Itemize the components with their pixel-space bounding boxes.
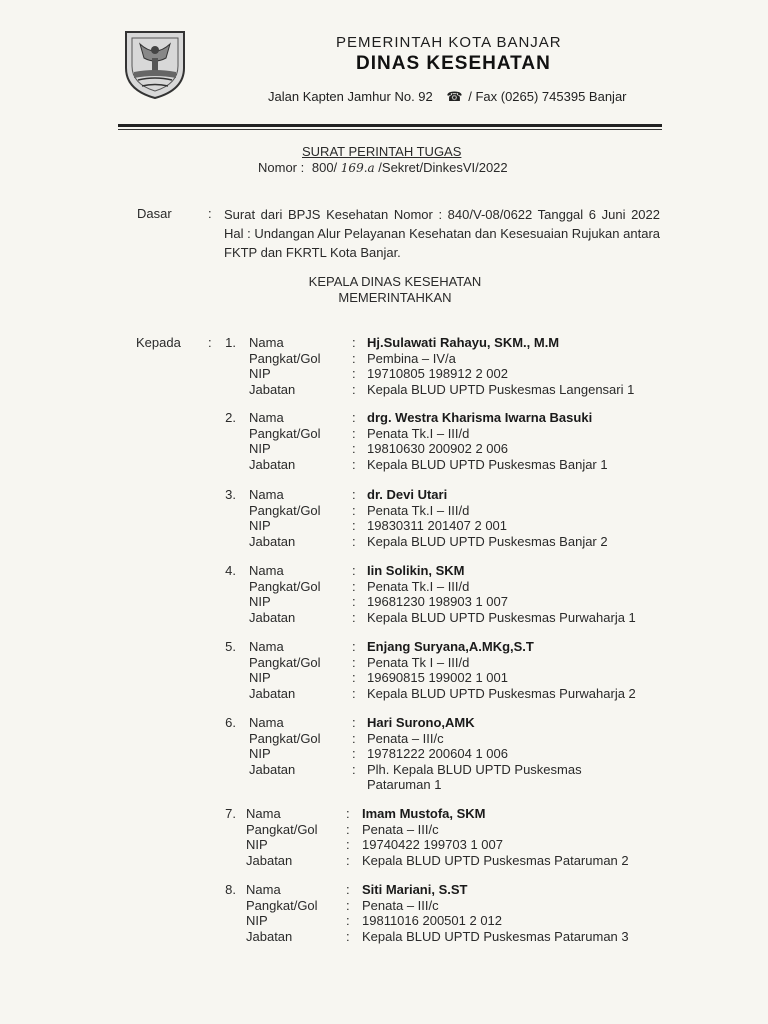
person-jabatan: Kepala BLUD UPTD Puskesmas Langensari 1 xyxy=(367,381,635,397)
kepada-label: Kepada xyxy=(136,335,181,350)
command-line-2: MEMERINTAHKAN xyxy=(338,290,452,305)
person-number: 4. xyxy=(225,563,236,578)
field-colon: : xyxy=(346,913,350,928)
field-colon: : xyxy=(352,518,356,533)
field-label-jabatan: Jabatan xyxy=(246,928,293,944)
field-colon: : xyxy=(352,609,356,625)
person-pangkat: Penata Tk.I – III/d xyxy=(367,425,470,441)
dasar-colon: : xyxy=(208,206,212,221)
person-number: 3. xyxy=(225,487,236,502)
field-label-jabatan: Jabatan xyxy=(249,761,296,777)
field-colon: : xyxy=(352,594,356,609)
field-label-nama: Nama xyxy=(249,715,284,730)
field-colon: : xyxy=(352,761,356,777)
field-label-nama: Nama xyxy=(249,410,284,425)
person-number: 5. xyxy=(225,639,236,654)
field-label-nip: NIP xyxy=(249,366,271,381)
field-colon: : xyxy=(352,381,356,397)
person-nip: 19811016 200501 2 012 xyxy=(362,913,503,928)
person-nama: Imam Mustofa, SKM xyxy=(362,806,486,821)
header-divider xyxy=(118,124,662,127)
field-colon: : xyxy=(352,639,356,654)
person-pangkat: Penata – III/c xyxy=(362,897,439,913)
person-nama: Iin Solikin, SKM xyxy=(367,563,465,578)
field-label-pangkat: Pangkat/Gol xyxy=(249,654,321,670)
address-street: Jalan Kapten Jamhur No. 92 xyxy=(268,89,433,104)
person-jabatan: Kepala BLUD UPTD Puskesmas Pataruman 3 xyxy=(362,928,629,944)
person-nama: Hj.Sulawati Rahayu, SKM., M.M xyxy=(367,335,560,350)
person-jabatan: Plh. Kepala BLUD UPTD Puskesmas xyxy=(367,761,582,777)
person-jabatan: Kepala BLUD UPTD Puskesmas Purwaharja 2 xyxy=(367,685,636,701)
field-colon: : xyxy=(352,563,356,578)
field-label-nama: Nama xyxy=(246,882,281,897)
field-colon: : xyxy=(352,487,356,502)
field-label-nip: NIP xyxy=(249,441,271,456)
nomor-handwritten: 169.a xyxy=(340,161,375,175)
person-nip: 19810630 200902 2 006 xyxy=(367,441,508,456)
person-number: 2. xyxy=(225,410,236,425)
person-nip: 19681230 198903 1 007 xyxy=(367,594,508,609)
field-label-pangkat: Pangkat/Gol xyxy=(249,502,321,518)
person-number: 7. xyxy=(225,806,236,821)
person-nip: 19830311 201407 2 001 xyxy=(367,518,508,533)
person-nama: Hari Surono,AMK xyxy=(367,715,475,730)
organization-name: PEMERINTAH KOTA BANJAR xyxy=(336,34,562,51)
field-colon: : xyxy=(352,685,356,701)
field-label-pangkat: Pangkat/Gol xyxy=(246,821,318,837)
field-colon: : xyxy=(346,928,350,944)
person-number: 8. xyxy=(225,882,236,897)
field-colon: : xyxy=(352,533,356,549)
person-nip: 19740422 199703 1 007 xyxy=(362,837,503,852)
field-label-jabatan: Jabatan xyxy=(249,609,296,625)
field-colon: : xyxy=(352,366,356,381)
person-pangkat: Penata Tk.I – III/d xyxy=(367,502,470,518)
field-colon: : xyxy=(346,837,350,852)
field-colon: : xyxy=(352,578,356,594)
person-pangkat: Penata Tk.I – III/d xyxy=(367,578,470,594)
telephone-icon: ☎ xyxy=(446,89,463,104)
field-label-nip: NIP xyxy=(249,746,271,761)
field-colon: : xyxy=(352,746,356,761)
department-name: DINAS KESEHATAN xyxy=(356,53,551,74)
nomor-suffix: /Sekret/DinkesVI/2022 xyxy=(378,160,508,175)
person-pangkat: Pembina – IV/a xyxy=(367,350,456,366)
field-colon: : xyxy=(352,654,356,670)
field-label-nip: NIP xyxy=(249,670,271,685)
person-pangkat: Penata Tk I – III/d xyxy=(367,654,470,670)
person-nama: dr. Devi Utari xyxy=(367,487,448,502)
person-nama: Siti Mariani, S.ST xyxy=(362,882,468,897)
field-label-jabatan: Jabatan xyxy=(249,533,296,549)
person-number: 6. xyxy=(225,715,236,730)
address-fax: / Fax (0265) 745395 Banjar xyxy=(468,89,627,104)
field-label-nip: NIP xyxy=(249,594,271,609)
field-colon: : xyxy=(346,821,350,837)
field-label-nip: NIP xyxy=(246,913,268,928)
field-label-jabatan: Jabatan xyxy=(246,852,293,868)
field-colon: : xyxy=(352,670,356,685)
field-colon: : xyxy=(352,502,356,518)
field-colon: : xyxy=(352,441,356,456)
nomor-label: Nomor : xyxy=(258,160,305,175)
nomor-prefix: 800/ xyxy=(311,160,338,175)
field-label-nip: NIP xyxy=(246,837,268,852)
address-line xyxy=(268,89,627,105)
field-label-jabatan: Jabatan xyxy=(249,381,296,397)
field-label-nama: Nama xyxy=(249,563,284,578)
letter-title: SURAT PERINTAH TUGAS xyxy=(302,144,462,159)
person-nip: 19690815 199002 1 001 xyxy=(367,670,508,685)
person-nama: Enjang Suryana,A.MKg,S.T xyxy=(367,639,534,654)
header-divider-thin xyxy=(118,129,662,130)
field-colon: : xyxy=(352,350,356,366)
dasar-text: Surat dari BPJS Kesehatan Nomor : 840/V-08/0622 Tanggal 6 Juni 2022 Hal : Undangan Alur Pelayanan Kesehatan dan Kesesuaian Rujukan antara FKTP dan FKRTL Kota Banjar. xyxy=(224,207,660,260)
dasar-label: Dasar xyxy=(137,206,172,221)
field-colon: : xyxy=(352,730,356,746)
field-colon: : xyxy=(352,410,356,425)
field-colon: : xyxy=(352,456,356,472)
person-pangkat: Penata – III/c xyxy=(367,730,444,746)
person-nip: 19710805 198912 2 002 xyxy=(367,366,508,381)
field-label-nama: Nama xyxy=(249,487,284,502)
field-label-pangkat: Pangkat/Gol xyxy=(249,350,321,366)
person-pangkat: Penata – III/c xyxy=(362,821,439,837)
kepada-colon: : xyxy=(208,335,212,350)
field-label-pangkat: Pangkat/Gol xyxy=(249,425,321,441)
field-colon: : xyxy=(346,852,350,868)
field-label-jabatan: Jabatan xyxy=(249,456,296,472)
person-nama: drg. Westra Kharisma Iwarna Basuki xyxy=(367,410,593,425)
person-jabatan: Kepala BLUD UPTD Puskesmas Banjar 1 xyxy=(367,456,608,472)
person-jabatan: Kepala BLUD UPTD Puskesmas Pataruman 2 xyxy=(362,852,629,868)
person-jabatan: Kepala BLUD UPTD Puskesmas Purwaharja 1 xyxy=(367,609,636,625)
letter-number xyxy=(258,160,508,175)
field-label-nama: Nama xyxy=(249,335,284,350)
field-colon: : xyxy=(352,425,356,441)
field-colon: : xyxy=(352,335,356,350)
field-colon: : xyxy=(346,806,350,821)
person-number: 1. xyxy=(225,335,236,350)
field-label-jabatan: Jabatan xyxy=(249,685,296,701)
field-label-nip: NIP xyxy=(249,518,271,533)
person-nip: 19781222 200604 1 006 xyxy=(367,746,508,761)
field-colon: : xyxy=(352,715,356,730)
person-jabatan: Pataruman 1 xyxy=(367,777,442,792)
field-label-pangkat: Pangkat/Gol xyxy=(249,578,321,594)
field-colon: : xyxy=(346,882,350,897)
command-line-1: KEPALA DINAS KESEHATAN xyxy=(308,274,482,289)
field-label-pangkat: Pangkat/Gol xyxy=(249,730,321,746)
field-colon: : xyxy=(346,897,350,913)
field-label-nama: Nama xyxy=(249,639,284,654)
field-label-pangkat: Pangkat/Gol xyxy=(246,897,318,913)
city-emblem-logo xyxy=(122,28,188,100)
person-jabatan: Kepala BLUD UPTD Puskesmas Banjar 2 xyxy=(367,533,608,549)
field-label-nama: Nama xyxy=(246,806,281,821)
